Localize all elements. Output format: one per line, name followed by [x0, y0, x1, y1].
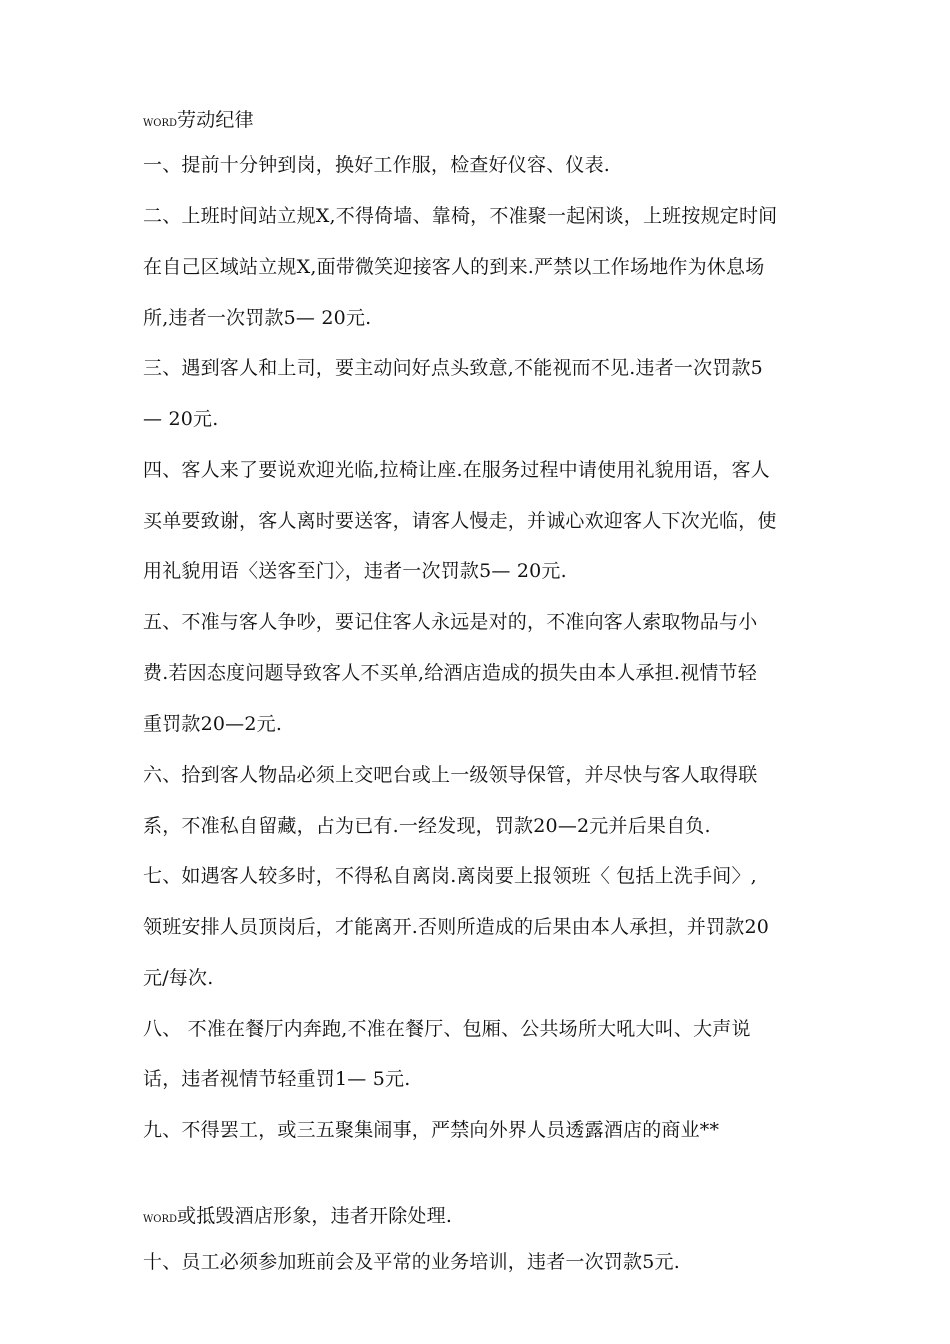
paragraph-line: 一、提前十分钟到岗，换好工作服，检查好仪容、仪表. [143, 154, 611, 176]
paragraph-line: 九、不得罢工，或三五聚集闹事，严禁向外界人员透露酒店的商业** [143, 1119, 720, 1141]
paragraph-line: 用礼貌用语〈送客至门〉，违者一次罚款5— 20元. [143, 560, 567, 582]
paragraph-line: 重罚款20—2元. [143, 713, 283, 735]
title-text: 劳动纪律 [177, 109, 254, 131]
paragraph-line: — 20元. [143, 408, 219, 430]
paragraph-line: 系，不准私自留藏，占为已有.一经发现，罚款20—2元并后果自负. [143, 815, 711, 837]
title-prefix: WORD [143, 118, 178, 129]
paragraph-line: 元/每次. [143, 967, 214, 989]
footer-prefix: WORD [143, 1214, 178, 1225]
paragraph-line: 六、拾到客人物品必须上交吧台或上一级领导保管，并尽快与客人取得联 [143, 764, 758, 786]
paragraph-line: 话，违者视情节轻重罚1— 5元. [143, 1068, 411, 1090]
paragraph-line: 买单要致谢，客人离时要送客，请客人慢走，并诚心欢迎客人下次光临，使 [143, 510, 777, 532]
paragraph-line: 四、客人来了要说欢迎光临,拉椅让座.在服务过程中请使用礼貌用语，客人 [143, 459, 770, 481]
paragraph-line: 在自己区域站立规X,面带微笑迎接客人的到来.严禁以工作场地作为休息场 [143, 256, 765, 278]
paragraph-line: 七、如遇客人较多时，不得私自离岗.离岗要上报领班〈 包括上洗手间〉, [143, 865, 757, 887]
footer-text: 或抵毁酒店形象，违者开除处理. [177, 1205, 453, 1227]
document-title [143, 108, 823, 136]
paragraph-line: 领班安排人员顶岗后，才能离开.否则所造成的后果由本人承担，并罚款20 [143, 916, 770, 938]
paragraph-line: 二、上班时间站立规X,不得倚墙、靠椅，不准聚一起闲谈，上班按规定时间 [143, 205, 778, 227]
paragraph-line: 所,违者一次罚款5— 20元. [143, 307, 372, 329]
paragraph-line: 五、不准与客人争吵，要记住客人永远是对的，不准向客人索取物品与小 [143, 611, 758, 633]
paragraph-line: 费.若因态度问题导致客人不买单,给酒店造成的损失由本人承担.视情节轻 [143, 662, 757, 684]
paragraph-line: 三、遇到客人和上司，要主动问好点头致意,不能视而不见.违者一次罚款5 [143, 357, 763, 379]
paragraph-line: 八、 不准在餐厅内奔跑,不准在餐厅、包厢、公共场所大吼大叫、大声说 [143, 1018, 751, 1040]
paragraph-line: 十、员工必须参加班前会及平常的业务培训，违者一次罚款5元. [143, 1251, 680, 1273]
page-footer-line [143, 1204, 823, 1232]
